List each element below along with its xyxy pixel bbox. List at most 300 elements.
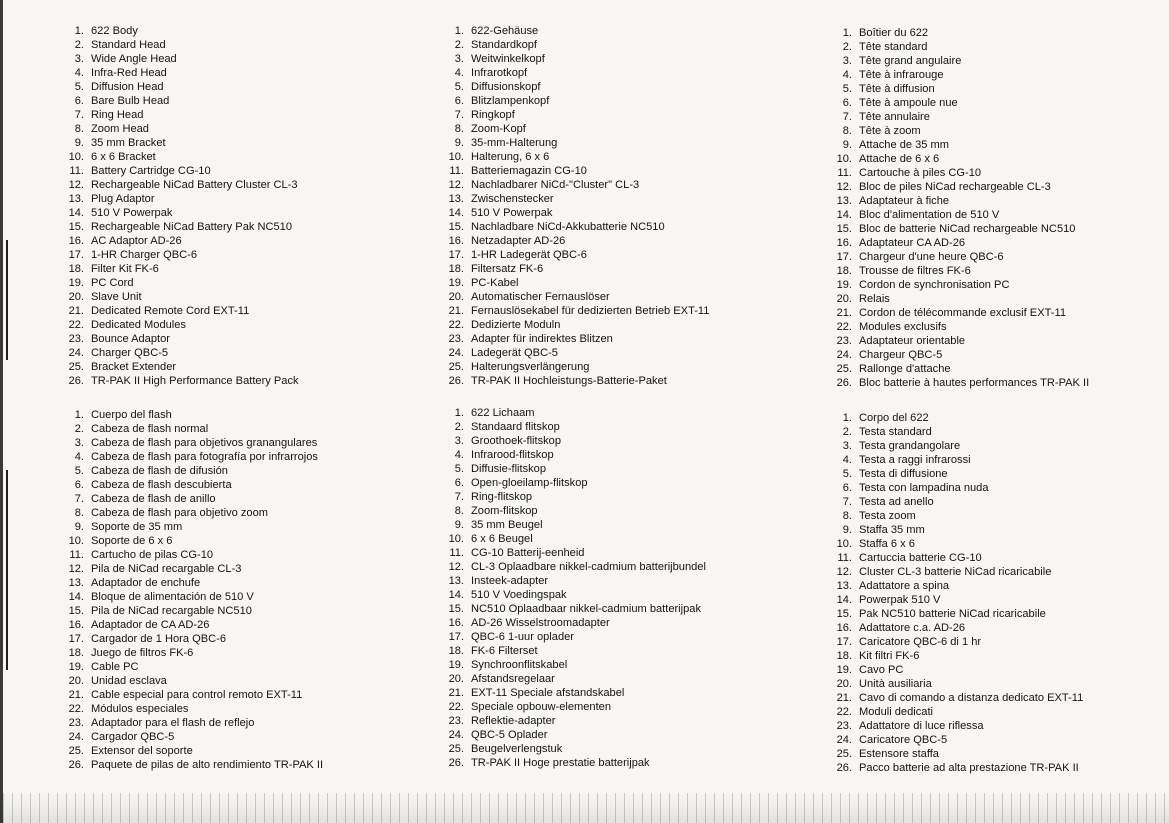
- item-number: 9.: [842, 524, 852, 536]
- item-number: 10.: [68, 535, 84, 547]
- item-label: Adattatore c.a. AD-26: [859, 622, 966, 634]
- list-item: [60, 94, 299, 108]
- list-item: [60, 332, 299, 346]
- item-number: 26.: [448, 375, 464, 387]
- item-number: 15.: [448, 603, 464, 615]
- list-item: [828, 138, 1089, 152]
- item-number: 9.: [842, 139, 852, 151]
- list-item: [440, 52, 709, 66]
- item-label: Dedicated Remote Cord EXT-11: [91, 305, 250, 317]
- list-item: [828, 362, 1089, 376]
- item-label: Infra-Red Head: [91, 67, 167, 79]
- list-item: [828, 180, 1089, 194]
- item-number: 24.: [448, 729, 464, 741]
- item-label: Módulos especiales: [91, 703, 189, 715]
- list-item: [60, 464, 323, 478]
- item-number: 16.: [448, 235, 464, 247]
- item-label: Cabeza de flash normal: [91, 423, 209, 435]
- item-number: 22.: [448, 701, 464, 713]
- item-label: Cable PC: [91, 661, 139, 673]
- item-label: 1-HR Charger QBC-6: [91, 249, 198, 261]
- list-item: [440, 420, 706, 434]
- item-label: Cuerpo del flash: [91, 409, 172, 421]
- item-label: Caricatore QBC-5: [859, 734, 948, 746]
- list-item: [60, 408, 323, 422]
- item-number: 20.: [448, 291, 464, 303]
- item-label: 510 V Powerpak: [91, 207, 173, 219]
- item-number: 21.: [448, 687, 464, 699]
- item-number: 17.: [836, 636, 852, 648]
- item-label: CL-3 Oplaadbare nikkel-cadmium batterijbundel: [471, 561, 706, 573]
- list-item: [60, 262, 299, 276]
- item-number: 11.: [69, 549, 84, 561]
- item-number: 25.: [448, 743, 464, 755]
- item-number: 19.: [448, 659, 464, 671]
- item-label: Ring-flitskop: [471, 491, 533, 503]
- item-label: AC Adaptor AD-26: [91, 235, 182, 247]
- item-label: 622-Gehäuse: [471, 25, 539, 37]
- item-number: 1.: [454, 25, 464, 37]
- list-item: [60, 24, 299, 38]
- item-label: Weitwinkelkopf: [471, 53, 545, 65]
- item-number: 25.: [68, 745, 84, 757]
- item-number: 4.: [842, 454, 852, 466]
- list-item: [828, 96, 1089, 110]
- item-label: Staffa 35 mm: [859, 524, 925, 536]
- item-label: Pak NC510 batterie NiCad ricaricabile: [859, 608, 1046, 620]
- list-item: [828, 411, 1083, 425]
- item-label: Diffusionskopf: [471, 81, 541, 93]
- list-item: [828, 82, 1089, 96]
- list-item: [828, 250, 1089, 264]
- item-number: 24.: [68, 347, 84, 359]
- item-label: Extensor del soporte: [91, 745, 193, 757]
- item-number: 22.: [68, 703, 84, 715]
- item-label: Bloc de batterie NiCad rechargeable NC510: [859, 223, 1076, 235]
- item-number: 24.: [68, 731, 84, 743]
- item-number: 22.: [836, 321, 852, 333]
- item-label: Bare Bulb Head: [91, 95, 170, 107]
- list-item: [828, 236, 1089, 250]
- item-number: 2.: [842, 41, 852, 53]
- item-number: 8.: [454, 123, 464, 135]
- item-number: 8.: [842, 125, 852, 137]
- item-number: 23.: [448, 333, 464, 345]
- item-number: 16.: [448, 617, 464, 629]
- list-item: [440, 262, 709, 276]
- list-item: [60, 248, 299, 262]
- parts-list-english: [60, 24, 299, 388]
- list-item: [440, 714, 706, 728]
- list-item: [440, 332, 709, 346]
- list-item: [60, 436, 323, 450]
- item-number: 16.: [836, 237, 852, 249]
- item-label: Diffusie-flitskop: [471, 463, 547, 475]
- list-item: [828, 306, 1089, 320]
- list-item: [60, 38, 299, 52]
- list-item: [60, 716, 323, 730]
- item-number: 19.: [448, 277, 464, 289]
- list-item: [828, 439, 1083, 453]
- item-number: 1.: [454, 407, 464, 419]
- list-item: [440, 206, 709, 220]
- item-label: 35 mm Bracket: [91, 137, 166, 149]
- item-label: Testa con lampadina nuda: [859, 482, 989, 494]
- item-label: Ring Head: [91, 109, 144, 121]
- item-number: 13.: [448, 193, 464, 205]
- list-item: [828, 348, 1089, 362]
- list-item: [828, 481, 1083, 495]
- item-number: 1.: [74, 409, 84, 421]
- list-item: [60, 618, 323, 632]
- item-number: 12.: [448, 179, 464, 191]
- list-item: [440, 434, 706, 448]
- list-item: [60, 744, 323, 758]
- list-item: [828, 761, 1083, 775]
- list-item: [440, 290, 709, 304]
- list-item: [440, 164, 709, 178]
- item-number: 22.: [448, 319, 464, 331]
- item-label: Staffa 6 x 6: [859, 538, 915, 550]
- list-item: [60, 730, 323, 744]
- item-label: Corpo del 622: [859, 412, 929, 424]
- item-number: 13.: [836, 580, 852, 592]
- list-item: [60, 318, 299, 332]
- item-number: 18.: [836, 265, 852, 277]
- list-item: [440, 476, 706, 490]
- list-item: [60, 178, 299, 192]
- list-item: [828, 663, 1083, 677]
- item-number: 10.: [448, 533, 464, 545]
- list-item: [440, 150, 709, 164]
- list-item: [440, 658, 706, 672]
- list-item: [828, 222, 1089, 236]
- item-label: NC510 Oplaadbaar nikkel-cadmium batterijpak: [471, 603, 702, 615]
- item-number: 18.: [68, 647, 84, 659]
- item-number: 19.: [836, 279, 852, 291]
- item-number: 18.: [448, 263, 464, 275]
- item-label: Cartucho de pilas CG-10: [91, 549, 214, 561]
- item-number: 17.: [448, 631, 464, 643]
- item-number: 25.: [68, 361, 84, 373]
- list-item: [828, 523, 1083, 537]
- item-number: 21.: [68, 305, 84, 317]
- item-number: 10.: [68, 151, 84, 163]
- item-label: TR-PAK II Hoge prestatie batterijpak: [471, 757, 650, 769]
- item-number: 8.: [74, 507, 84, 519]
- item-label: Unidad esclava: [91, 675, 167, 687]
- item-label: Slave Unit: [91, 291, 142, 303]
- item-label: Plug Adaptor: [91, 193, 155, 205]
- parts-list-italian: [828, 411, 1083, 775]
- item-number: 24.: [836, 734, 852, 746]
- list-item: [60, 136, 299, 150]
- item-label: Bloc batterie à hautes performances TR-PAK II: [859, 377, 1090, 389]
- parts-list-french: [828, 26, 1089, 390]
- item-label: Standaard flitskop: [471, 421, 560, 433]
- item-number: 6.: [842, 482, 852, 494]
- list-item: [60, 164, 299, 178]
- item-number: 26.: [68, 759, 84, 771]
- item-number: 8.: [454, 505, 464, 517]
- item-number: 17.: [836, 251, 852, 263]
- item-number: 14.: [68, 591, 84, 603]
- item-label: Chargeur QBC-5: [859, 349, 943, 361]
- item-label: Diffusion Head: [91, 81, 164, 93]
- item-number: 5.: [842, 83, 852, 95]
- item-label: Cartouche à piles CG-10: [859, 167, 982, 179]
- item-number: 21.: [68, 689, 84, 701]
- item-number: 10.: [836, 538, 852, 550]
- list-item: [828, 733, 1083, 747]
- list-item: [440, 560, 706, 574]
- list-item: [828, 264, 1089, 278]
- item-label: Cargador QBC-5: [91, 731, 175, 743]
- item-label: Bracket Extender: [91, 361, 177, 373]
- page-edge-mark: [6, 470, 8, 670]
- item-label: Standard Head: [91, 39, 166, 51]
- list-item: [828, 719, 1083, 733]
- item-label: QBC-5 Oplader: [471, 729, 548, 741]
- item-number: 26.: [836, 762, 852, 774]
- item-number: 6.: [842, 97, 852, 109]
- item-label: Beugelverlengstuk: [471, 743, 563, 755]
- list-item: [60, 304, 299, 318]
- item-number: 14.: [836, 594, 852, 606]
- item-number: 1.: [842, 412, 852, 424]
- item-number: 17.: [68, 249, 84, 261]
- list-item: [440, 756, 706, 770]
- item-number: 15.: [836, 223, 852, 235]
- item-label: Adaptador de CA AD-26: [91, 619, 210, 631]
- item-label: Tête à infrarouge: [859, 69, 944, 81]
- item-number: 4.: [74, 451, 84, 463]
- list-item: [828, 691, 1083, 705]
- list-item: [440, 672, 706, 686]
- item-number: 7.: [454, 491, 464, 503]
- item-number: 16.: [68, 235, 84, 247]
- item-label: Speciale opbouw-elementen: [471, 701, 611, 713]
- item-number: 10.: [836, 153, 852, 165]
- list-item: [440, 616, 706, 630]
- item-number: 18.: [68, 263, 84, 275]
- item-number: 11.: [69, 165, 84, 177]
- list-item: [440, 602, 706, 616]
- item-label: 1-HR Ladegerät QBC-6: [471, 249, 587, 261]
- list-item: [828, 334, 1089, 348]
- list-item: [440, 728, 706, 742]
- item-number: 19.: [836, 664, 852, 676]
- item-number: 13.: [68, 577, 84, 589]
- item-label: 622 Lichaam: [471, 407, 535, 419]
- list-item: [828, 166, 1089, 180]
- list-item: [440, 630, 706, 644]
- list-item: [60, 450, 323, 464]
- item-label: Tête standard: [859, 41, 928, 53]
- list-item: [828, 320, 1089, 334]
- item-label: Moduli dedicati: [859, 706, 933, 718]
- list-item: [440, 318, 709, 332]
- item-label: Fernauslösekabel für dedizierten Betrieb EXT-11: [471, 305, 710, 317]
- item-number: 14.: [836, 209, 852, 221]
- list-item: [440, 122, 709, 136]
- list-item: [440, 346, 709, 360]
- item-label: Dedizierte Moduln: [471, 319, 561, 331]
- item-label: Relais: [859, 293, 890, 305]
- item-label: Nachladbarer NiCd-"Cluster" CL-3: [471, 179, 640, 191]
- item-label: Cabeza de flash para objetivo zoom: [91, 507, 268, 519]
- item-label: Zwischenstecker: [471, 193, 554, 205]
- item-number: 14.: [448, 207, 464, 219]
- list-item: [440, 234, 709, 248]
- item-label: Tête à diffusion: [859, 83, 935, 95]
- item-number: 2.: [454, 39, 464, 51]
- item-number: 23.: [68, 717, 84, 729]
- item-label: Bloque de alimentación de 510 V: [91, 591, 254, 603]
- list-item: [828, 677, 1083, 691]
- item-label: Tête à ampoule nue: [859, 97, 958, 109]
- item-label: 510 V Voedingspak: [471, 589, 567, 601]
- list-item: [828, 110, 1089, 124]
- item-number: 4.: [454, 449, 464, 461]
- item-label: Testa grandangolare: [859, 440, 961, 452]
- list-item: [440, 588, 706, 602]
- item-number: 23.: [836, 720, 852, 732]
- item-number: 1.: [74, 25, 84, 37]
- item-number: 23.: [448, 715, 464, 727]
- item-number: 26.: [836, 377, 852, 389]
- item-label: 6 x 6 Bracket: [91, 151, 156, 163]
- item-number: 2.: [74, 39, 84, 51]
- item-number: 5.: [74, 465, 84, 477]
- item-number: 18.: [448, 645, 464, 657]
- item-label: Testa standard: [859, 426, 932, 438]
- item-number: 15.: [836, 608, 852, 620]
- list-item: [440, 448, 706, 462]
- list-item: [828, 40, 1089, 54]
- list-item: [60, 290, 299, 304]
- item-number: 17.: [68, 633, 84, 645]
- item-label: Zoom-Kopf: [471, 123, 526, 135]
- list-item: [828, 705, 1083, 719]
- list-item: [60, 108, 299, 122]
- item-number: 16.: [836, 622, 852, 634]
- item-label: PC-Kabel: [471, 277, 519, 289]
- item-label: Halterungsverlängerung: [471, 361, 590, 373]
- item-label: Soporte de 35 mm: [91, 521, 183, 533]
- item-label: Tête annulaire: [859, 111, 930, 123]
- list-item: [440, 462, 706, 476]
- item-label: Netzadapter AD-26: [471, 235, 566, 247]
- item-label: Cabeza de flash descubierta: [91, 479, 232, 491]
- item-number: 7.: [454, 109, 464, 121]
- item-label: Cordon de télécommande exclusif EXT-11: [859, 307, 1066, 319]
- item-number: 21.: [448, 305, 464, 317]
- list-item: [828, 621, 1083, 635]
- item-number: 21.: [836, 307, 852, 319]
- list-item: [60, 604, 323, 618]
- item-number: 5.: [842, 468, 852, 480]
- list-item: [828, 565, 1083, 579]
- list-item: [440, 220, 709, 234]
- item-number: 21.: [836, 692, 852, 704]
- item-label: Unità ausiliaria: [859, 678, 932, 690]
- item-label: Insteek-adapter: [471, 575, 549, 587]
- list-item: [440, 686, 706, 700]
- item-label: Adaptador para el flash de reflejo: [91, 717, 255, 729]
- item-label: Soporte de 6 x 6: [91, 535, 173, 547]
- item-number: 2.: [454, 421, 464, 433]
- item-label: Pacco batterie ad alta prestazione TR-PAK II: [859, 762, 1079, 774]
- item-label: Rallonge d'attache: [859, 363, 951, 375]
- item-number: 6.: [74, 479, 84, 491]
- item-number: 9.: [74, 137, 84, 149]
- item-number: 13.: [836, 195, 852, 207]
- item-number: 7.: [74, 493, 84, 505]
- item-label: 6 x 6 Beugel: [471, 533, 533, 545]
- item-number: 14.: [448, 589, 464, 601]
- item-number: 7.: [842, 496, 852, 508]
- list-item: [60, 80, 299, 94]
- item-number: 11.: [837, 552, 852, 564]
- list-item: [440, 700, 706, 714]
- item-label: Charger QBC-5: [91, 347, 169, 359]
- list-item: [828, 453, 1083, 467]
- list-item: [60, 660, 323, 674]
- list-item: [60, 66, 299, 80]
- item-number: 15.: [68, 221, 84, 233]
- item-number: 24.: [448, 347, 464, 359]
- list-item: [828, 607, 1083, 621]
- item-label: Ladegerät QBC-5: [471, 347, 558, 359]
- list-item: [828, 747, 1083, 761]
- item-label: Chargeur d'une heure QBC-6: [859, 251, 1004, 263]
- item-label: Adattatore a spina: [859, 580, 950, 592]
- list-item: [440, 38, 709, 52]
- item-number: 25.: [836, 363, 852, 375]
- list-item: [828, 495, 1083, 509]
- list-item: [828, 593, 1083, 607]
- item-number: 18.: [836, 650, 852, 662]
- item-label: Nachladbare NiCd-Akkubatterie NC510: [471, 221, 665, 233]
- list-item: [440, 504, 706, 518]
- item-number: 10.: [448, 151, 464, 163]
- item-label: Attache de 6 x 6: [859, 153, 940, 165]
- page-edge-mark: [6, 240, 8, 360]
- item-label: Adattatore di luce riflessa: [859, 720, 984, 732]
- item-label: 510 V Powerpak: [471, 207, 553, 219]
- item-number: 3.: [842, 55, 852, 67]
- item-number: 22.: [68, 319, 84, 331]
- item-number: 20.: [836, 293, 852, 305]
- item-number: 6.: [454, 477, 464, 489]
- item-label: Battery Cartridge CG-10: [91, 165, 211, 177]
- item-number: 19.: [68, 277, 84, 289]
- item-number: 23.: [68, 333, 84, 345]
- list-item: [60, 674, 323, 688]
- item-label: Cavo PC: [859, 664, 904, 676]
- list-item: [440, 574, 706, 588]
- list-item: [828, 537, 1083, 551]
- list-item: [440, 94, 709, 108]
- item-label: Tête à zoom: [859, 125, 921, 137]
- item-number: 12.: [448, 561, 464, 573]
- item-label: Adaptateur CA AD-26: [859, 237, 966, 249]
- item-label: Batteriemagazin CG-10: [471, 165, 587, 177]
- scan-noise: [0, 793, 1169, 823]
- item-number: 11.: [837, 167, 852, 179]
- item-label: Powerpak 510 V: [859, 594, 941, 606]
